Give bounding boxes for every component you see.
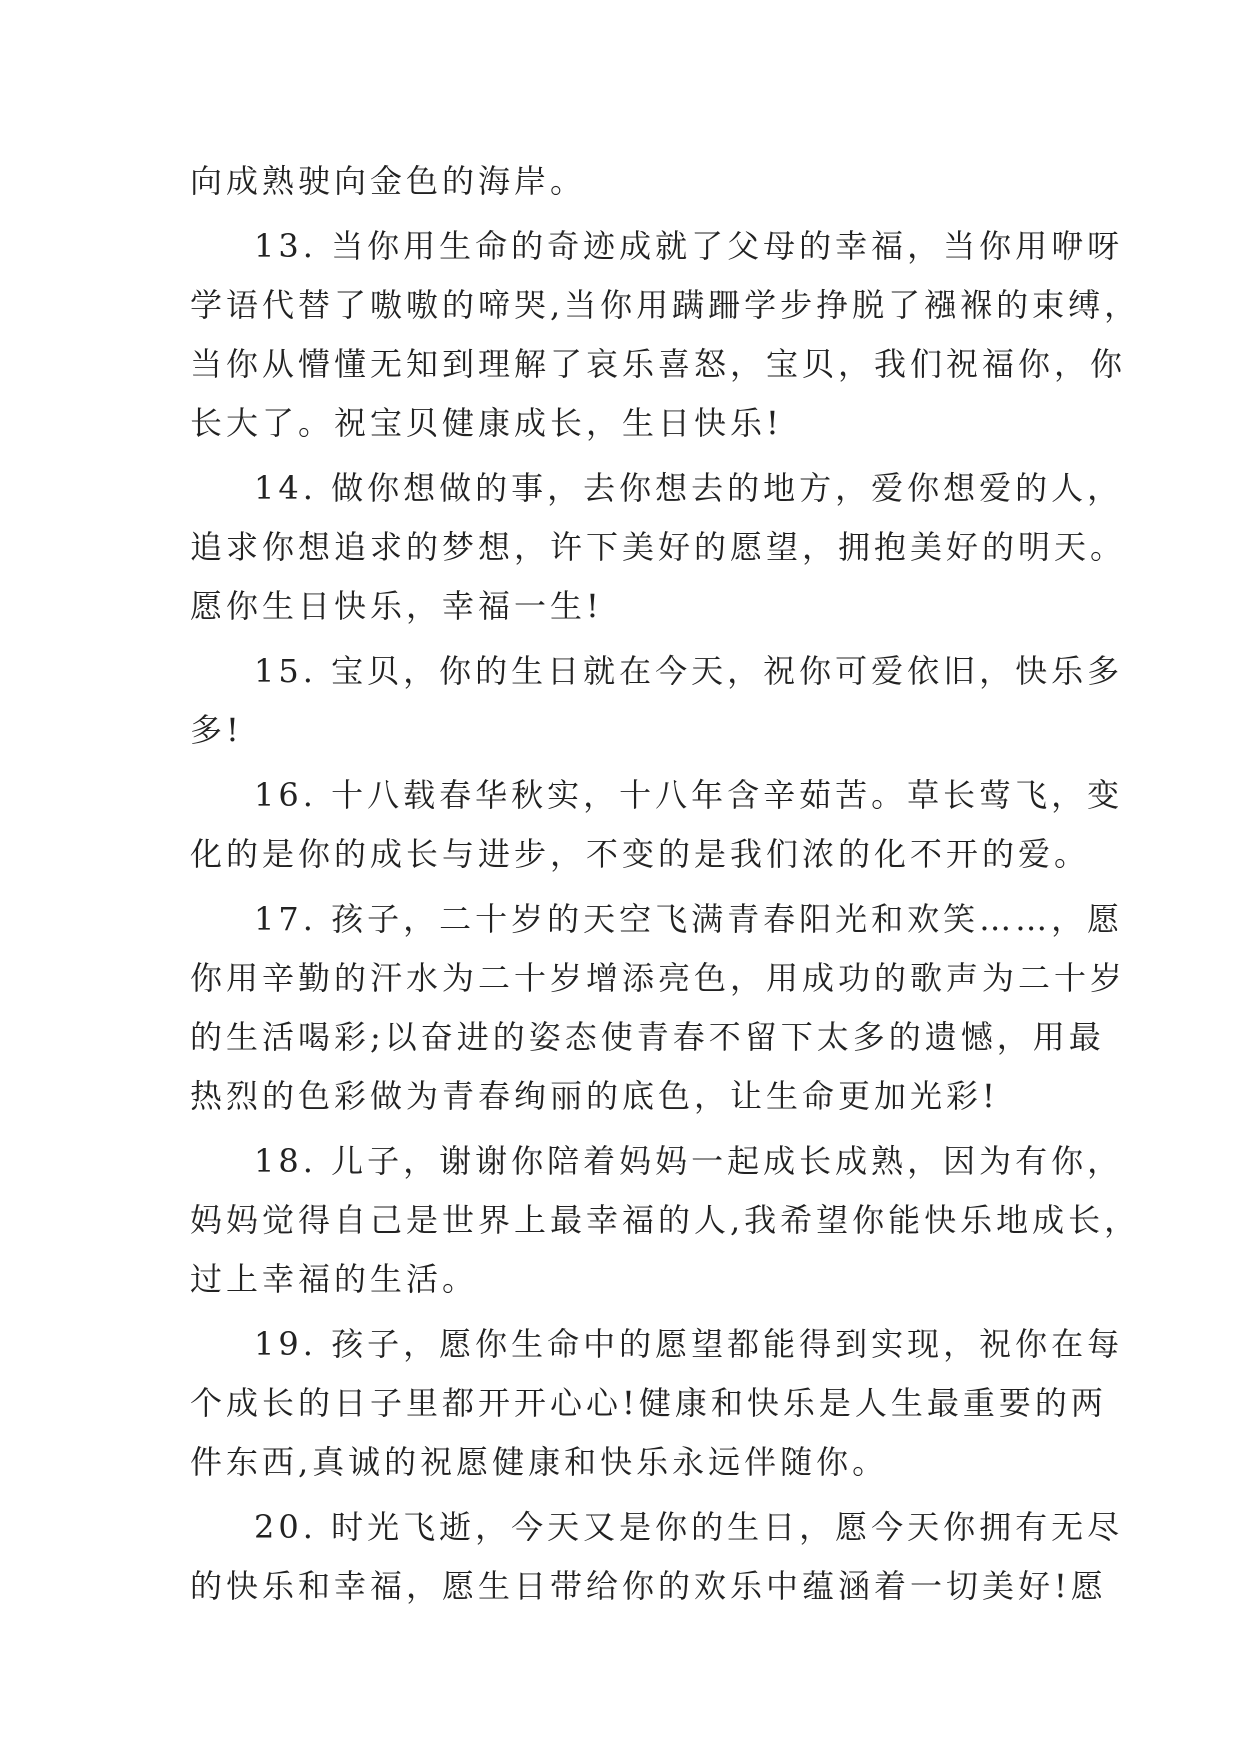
text-line: 16. 十八载春华秋实，十八年含辛茹苦。草长莺飞，变 — [254, 776, 1124, 814]
text-line: 当你从懵懂无知到理解了哀乐喜怒，宝贝，我们祝福你，你 — [190, 345, 1127, 383]
paragraph-continuation — [190, 152, 1070, 211]
text-line: 向成熟驶向金色的海岸。 — [190, 162, 587, 200]
text-line: 长大了。祝宝贝健康成长，生日快乐! — [190, 404, 783, 442]
paragraph-17 — [190, 890, 1127, 1126]
text-line: 的生活喝彩;以奋进的姿态使青春不留下太多的遗憾，用最 — [190, 1018, 1105, 1056]
text-line: 化的是你的成长与进步，不变的是我们浓的化不开的爱。 — [190, 835, 1091, 873]
paragraph-13 — [190, 217, 1141, 453]
text-line: 14. 做你想做的事，去你想去的地方，爱你想爱的人， — [254, 469, 1124, 507]
text-line: 的快乐和幸福，愿生日带给你的欢乐中蕴涵着一切美好!愿 — [190, 1567, 1107, 1605]
text-line: 个成长的日子里都开开心心!健康和快乐是人生最重要的两 — [190, 1384, 1107, 1422]
text-line: 15. 宝贝，你的生日就在今天，祝你可爱依旧，快乐多 — [254, 652, 1124, 690]
paragraph-19 — [190, 1315, 1124, 1492]
text-line: 妈妈觉得自己是世界上最幸福的人,我希望你能快乐地成长， — [190, 1201, 1141, 1239]
text-line: 19. 孩子，愿你生命中的愿望都能得到实现，祝你在每 — [254, 1325, 1124, 1363]
text-line: 学语代替了嗷嗷的啼哭,当你用蹒跚学步挣脱了襁褓的束缚， — [190, 286, 1141, 324]
text-line: 追求你想追求的梦想，许下美好的愿望，拥抱美好的明天。 — [190, 528, 1127, 566]
text-line: 愿你生日快乐，幸福一生! — [190, 587, 603, 625]
text-line: 热烈的色彩做为青春绚丽的底色，让生命更加光彩! — [190, 1077, 999, 1115]
paragraph-15 — [190, 642, 1124, 760]
document-body — [190, 152, 1141, 1616]
text-line: 17. 孩子，二十岁的天空飞满青春阳光和欢笑……，愿 — [254, 900, 1124, 938]
text-line: 过上幸福的生活。 — [190, 1260, 479, 1298]
text-line: 13. 当你用生命的奇迹成就了父母的幸福，当你用咿呀 — [254, 227, 1124, 265]
paragraph-18 — [190, 1132, 1141, 1309]
paragraph-14 — [190, 459, 1127, 636]
text-line: 件东西,真诚的祝愿健康和快乐永远伴随你。 — [190, 1443, 889, 1481]
text-line: 多! — [190, 711, 243, 749]
paragraph-20 — [190, 1498, 1124, 1616]
text-line: 你用辛勤的汗水为二十岁增添亮色，用成功的歌声为二十岁 — [190, 959, 1127, 997]
text-line: 18. 儿子，谢谢你陪着妈妈一起成长成熟，因为有你， — [254, 1142, 1124, 1180]
text-line: 20. 时光飞逝，今天又是你的生日，愿今天你拥有无尽 — [254, 1508, 1124, 1546]
paragraph-16 — [190, 766, 1124, 884]
